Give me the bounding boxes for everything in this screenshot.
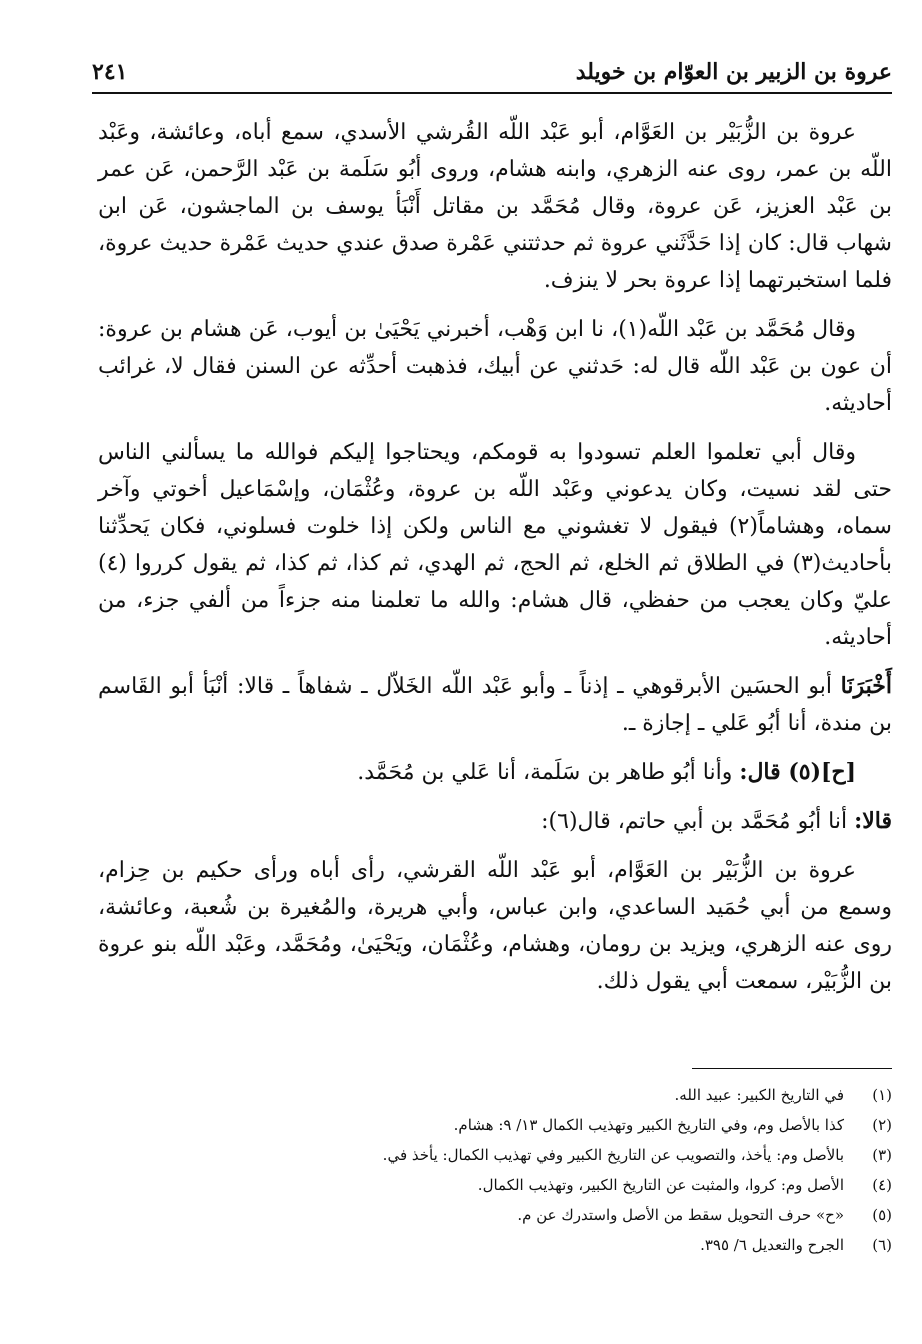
page-number: ٢٤١ bbox=[92, 59, 128, 85]
final-paragraph: عروة بن الزُّبَيْر بن العَوَّام، أبو عَبْد اللّه القرشي، رأى أباه ورأى حكيم بن حِزام، وسمع من أبي حُمَيد الساعدي، وابن عباس، وأبي هريرة، والمُغيرة بن شُعبة، وعائشة، روى عنه الزهري، ويزيد بن رومان، وهشام، وعُثْمَان، ويَحْيَىٰ، ومُحَمَّد، وعَبْد اللّه بنو عروة بن الزُّبَيْر، سمعت أبي يقول ذلك. bbox=[98, 858, 892, 994]
footnote-number: (٦) bbox=[872, 1236, 892, 1254]
paragraph-2: وقال مُحَمَّد بن عَبْد اللّه(١)، نا ابن وَهْب، أخبرني يَحْيَىٰ بن أيوب، عَن هشام بن عروة: أن عون بن عَبْد اللّه قال له: حَدثني عن أبيك، فذهبت أحدِّثه عن السنن فقال لا، غرائب أحاديثه. bbox=[98, 317, 892, 416]
running-title: عروة بن الزبير بن العوّام بن خويلد bbox=[575, 59, 892, 85]
footnote-3 bbox=[98, 1140, 892, 1170]
paragraph-3: وقال أبي تعلموا العلم تسودوا به قومكم، ويحتاجوا إليكم فوالله ما يسألني الناس حتى لقد نسيت، وكان يدعوني وعَبْد اللّه بن عروة، وعُثْمَان، وإسْمَاعيل أخوتي وآخر سماه، وهشاماً(٢) فيقول لا تغشوني مع الناس ولكن إذا خلوت فسلوني، فكان يَحدِّثنا بأحاديث(٣) في الطلاق ثم الخلع، ثم الحج، ثم الهدي، ثم كذا، ثم كذا، ثم يقول كرروا (٤) عليّ وكان يعجب من حفظي، قال هشام: والله ما تعلمنا منه جزءاً من ألفي جزء، من أحاديثه. bbox=[98, 440, 892, 650]
ha-label: [ح](٥) قال: bbox=[739, 759, 856, 785]
footnote-number: (٢) bbox=[872, 1116, 892, 1134]
isnad-line-2 bbox=[98, 754, 892, 791]
footnote-divider bbox=[692, 1068, 892, 1069]
footnote-number: (٣) bbox=[872, 1146, 892, 1164]
footnote-number: (١) bbox=[872, 1086, 892, 1104]
footnote-6 bbox=[98, 1230, 892, 1260]
page-header bbox=[92, 52, 892, 94]
footnote-2 bbox=[98, 1110, 892, 1140]
footnote-5 bbox=[98, 1200, 892, 1230]
footnotes bbox=[98, 1080, 892, 1260]
footnote-text: في التاريخ الكبير: عبيد الله. bbox=[674, 1086, 844, 1104]
qala-label: قالا: bbox=[854, 808, 892, 834]
footnote-text: الجرح والتعديل ٦/ ٣٩٥. bbox=[700, 1236, 844, 1254]
akhbarana-label: أَخْبَرَنَا bbox=[840, 673, 892, 699]
isnad-text-3: أنا أبُو مُحَمَّد بن أبي حاتم، قال(٦): bbox=[541, 809, 855, 834]
footnote-text: الأصل وم: كروا، والمثبت عن التاريخ الكبير، وتهذيب الكمال. bbox=[477, 1176, 844, 1194]
isnad-line-1 bbox=[98, 668, 892, 742]
footnote-number: (٤) bbox=[872, 1176, 892, 1194]
footnote-text: «ح» حرف التحويل سقط من الأصل واستدرك عن م. bbox=[517, 1206, 844, 1224]
main-text bbox=[98, 114, 892, 1012]
footnote-1 bbox=[98, 1080, 892, 1110]
footnote-text: كذا بالأصل وم، وفي التاريخ الكبير وتهذيب الكمال ١٣/ ٩: هشام. bbox=[453, 1116, 844, 1134]
footnote-text: بالأصل وم: يأخذ، والتصويب عن التاريخ الكبير وفي تهذيب الكمال: يأخذ في. bbox=[382, 1146, 844, 1164]
isnad-text-1: أبو الحسَين الأبرقوهي ـ إذناً ـ وأبو عَبْد اللّه الخَلاّل ـ شفاهاً ـ قالا: أنْبَأ أبو القَاسم بن مندة، أنا أبُو عَلي ـ إجازة ـ. bbox=[98, 674, 892, 736]
paragraph-1: عروة بن الزُّبَيْر بن العَوَّام، أبو عَبْد اللّه القُرشي الأسدي، سمع أباه، وعائشة، وعَبْد اللّه بن عمر، روى عنه الزهري، وابنه هشام، وروى أبُو سَلَمة بن عَبْد الرَّحمن، عَن عمر بن عَبْد العزيز، عَن عروة، وقال مُحَمَّد بن مقاتل أَنْبَأ يوسف بن الماجشون، عَن ابن شهاب قال: كان إذا حَدَّثَني عروة ثم حدثتني عَمْرة صدق عندي حديث عَمْرة حديث عروة، فلما استخبرتهما إذا عروة بحر لا ينزف. bbox=[98, 120, 892, 293]
footnote-number: (٥) bbox=[872, 1206, 892, 1224]
footnote-4 bbox=[98, 1170, 892, 1200]
isnad-text-2: وأنا أبُو طاهر بن سَلَمة، أنا عَلي بن مُحَمَّد. bbox=[357, 760, 740, 785]
isnad-line-3 bbox=[98, 803, 892, 840]
